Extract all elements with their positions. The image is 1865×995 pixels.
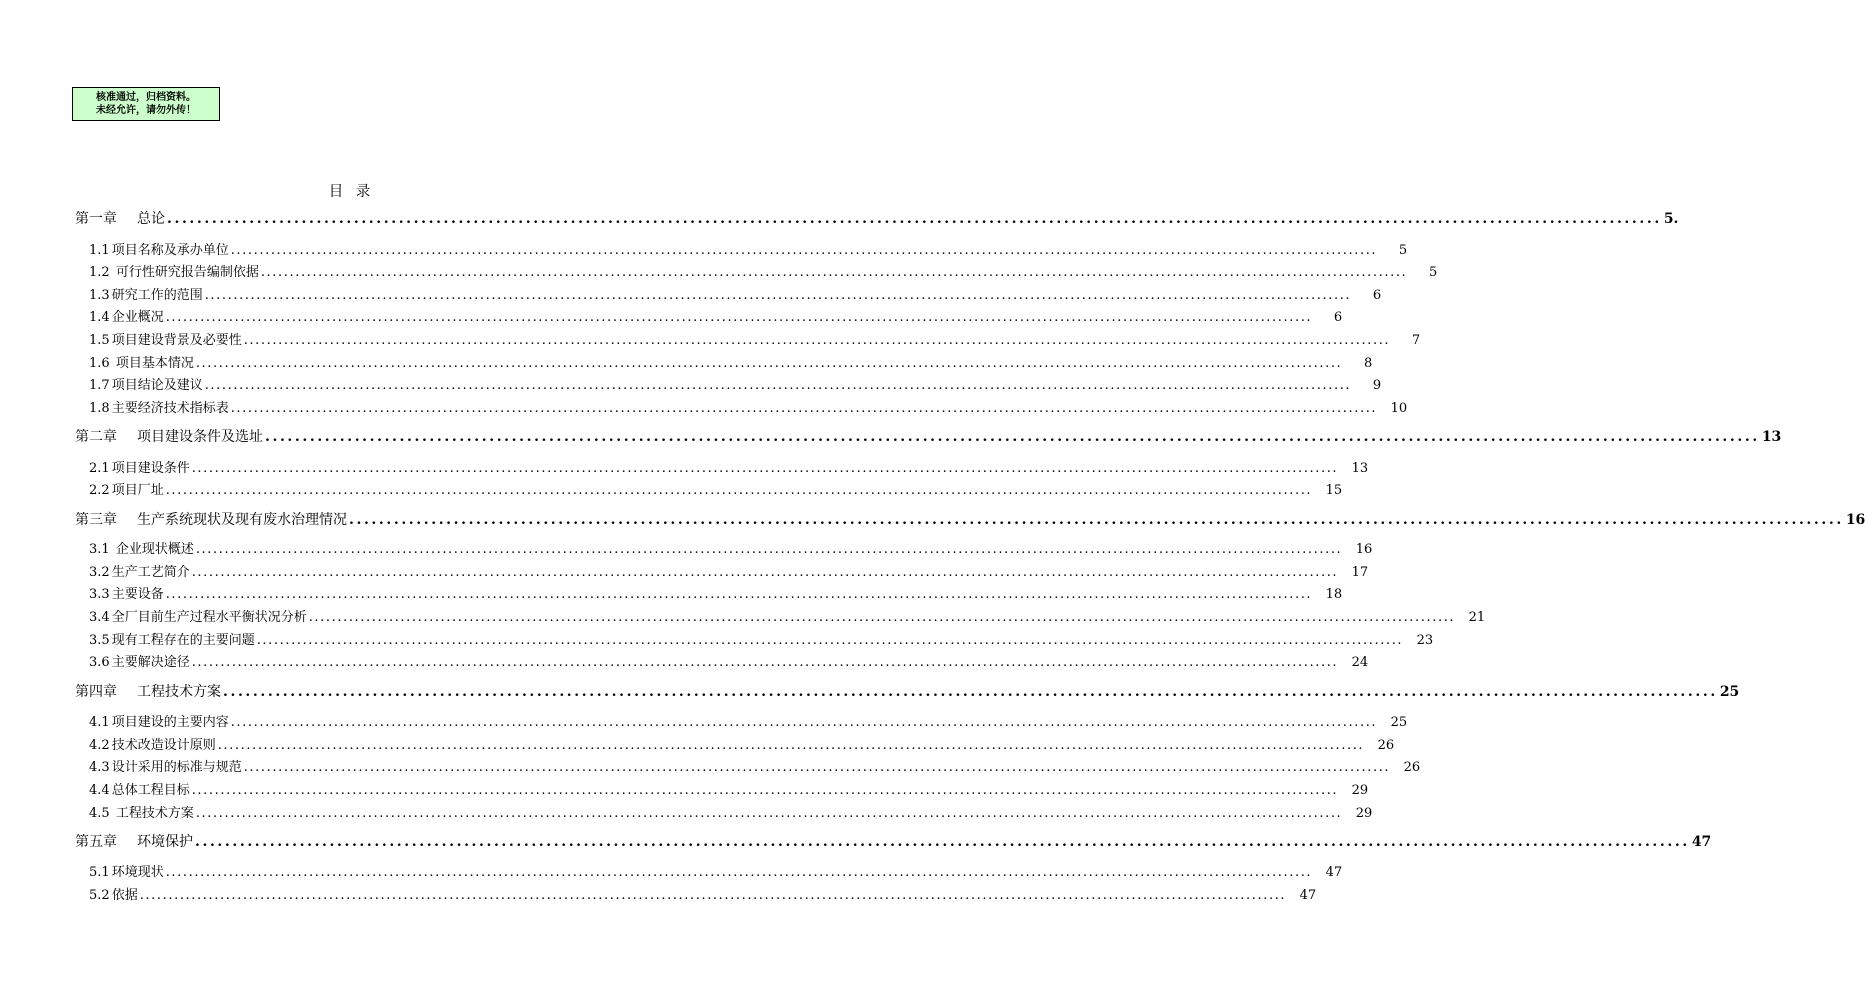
dot-leader: ........................................................................................................................................................................................................ — [139, 888, 1287, 903]
stamp-line-2: 未经允许，请勿外传！ — [96, 105, 196, 116]
section-number: 3.4 — [89, 610, 110, 625]
dot-leader: ........................................................................................................................................................................................................ — [204, 378, 1352, 393]
section-page-number: 9 — [1372, 378, 1382, 393]
section-number: 1.3 — [89, 288, 110, 303]
toc-section-entry[interactable] — [89, 652, 1369, 674]
section-title: 企业现状概述 — [111, 542, 194, 557]
dot-leader: ........................................................................................................................................................................................................ — [265, 429, 1760, 445]
dot-leader: ........................................................................................................................................................................................................ — [195, 356, 1343, 371]
section-title: 设计采用的标准与规范 — [111, 760, 242, 775]
chapter-number: 第三章 — [75, 512, 117, 528]
dot-leader: ........................................................................................................................................................................................................ — [191, 655, 1339, 670]
dot-leader: ........................................................................................................................................................................................................ — [230, 401, 1378, 416]
section-page-number: 13 — [1351, 461, 1369, 476]
toc-section-entry[interactable] — [89, 735, 1395, 757]
section-page-number: 24 — [1351, 655, 1369, 670]
dot-leader: ........................................................................................................................................................................................................ — [260, 265, 1408, 280]
stamp-line-1: 核准通过，归档资料。 — [96, 92, 196, 103]
dot-leader: ........................................................................................................................................................................................................ — [204, 288, 1352, 303]
section-label — [89, 375, 203, 397]
section-page-number: 29 — [1351, 783, 1369, 798]
section-label — [89, 630, 255, 652]
section-title: 现有工程存在的主要问题 — [111, 633, 255, 648]
chapter-page-number: 5. — [1663, 211, 1679, 227]
section-page-number: 25 — [1390, 715, 1408, 730]
toc-section-entry[interactable] — [89, 630, 1434, 652]
chapter-page-number: 47 — [1691, 834, 1712, 850]
toc-section-entry[interactable] — [89, 240, 1408, 262]
toc-section-entry[interactable] — [89, 375, 1382, 397]
toc-chapter-entry[interactable] — [75, 509, 1865, 531]
section-title: 项目建设的主要内容 — [111, 715, 229, 730]
toc-section-entry[interactable] — [89, 803, 1373, 825]
section-title: 项目基本情况 — [111, 356, 194, 371]
toc-section-entry[interactable] — [89, 307, 1343, 329]
section-title: 项目结论及建议 — [111, 378, 203, 393]
toc-section-entry[interactable] — [89, 584, 1343, 606]
section-title: 环境现状 — [111, 865, 164, 880]
section-title: 项目名称及承办单位 — [111, 243, 229, 258]
section-title: 总体工程目标 — [111, 783, 190, 798]
section-title: 生产工艺简介 — [111, 565, 190, 580]
chapter-title: 项目建设条件及选址 — [137, 429, 263, 445]
section-title: 项目建设条件 — [111, 461, 190, 476]
toc-section-entry[interactable] — [89, 353, 1373, 375]
section-label — [89, 607, 307, 629]
toc-section-entry[interactable] — [89, 398, 1408, 420]
section-title: 主要经济技术指标表 — [111, 401, 229, 416]
chapter-number: 第二章 — [75, 429, 117, 445]
section-label — [89, 862, 164, 884]
section-label — [89, 353, 194, 375]
section-page-number: 6 — [1372, 288, 1382, 303]
section-page-number: 29 — [1355, 806, 1373, 821]
section-number: 2.1 — [89, 461, 110, 476]
chapter-page-number: 25 — [1719, 684, 1740, 700]
chapter-label — [75, 509, 347, 531]
section-label — [89, 803, 194, 825]
dot-leader: ........................................................................................................................................................................................................ — [191, 565, 1339, 580]
section-title: 项目建设背景及必要性 — [111, 333, 242, 348]
section-label — [89, 584, 164, 606]
section-page-number: 5 — [1429, 265, 1438, 280]
section-page-number: 23 — [1416, 633, 1434, 648]
toc-section-entry[interactable] — [89, 458, 1369, 480]
section-page-number: 21 — [1468, 610, 1486, 625]
chapter-title: 总论 — [137, 211, 165, 227]
section-page-number: 16 — [1355, 542, 1373, 557]
section-label — [89, 712, 229, 734]
dot-leader: ........................................................................................................................................................................................................ — [243, 333, 1391, 348]
section-number: 3.3 — [89, 587, 110, 602]
section-number: 1.1 — [89, 243, 110, 258]
section-label — [89, 458, 190, 480]
section-label — [89, 330, 242, 352]
section-number: 4.5 — [89, 806, 110, 821]
chapter-title: 工程技术方案 — [137, 684, 221, 700]
section-number: 3.5 — [89, 633, 110, 648]
section-label — [89, 562, 190, 584]
toc-section-entry[interactable] — [89, 480, 1343, 502]
section-number: 4.3 — [89, 760, 110, 775]
section-number: 4.1 — [89, 715, 110, 730]
section-label — [89, 539, 194, 561]
chapter-label — [75, 426, 263, 448]
toc-section-entry[interactable] — [89, 330, 1421, 352]
section-page-number: 47 — [1325, 865, 1343, 880]
section-title: 主要解决途径 — [111, 655, 190, 670]
section-title: 企业概况 — [111, 310, 164, 325]
toc-section-entry[interactable] — [89, 539, 1373, 561]
section-number: 1.4 — [89, 310, 110, 325]
section-title: 技术改造设计原则 — [111, 738, 216, 753]
section-title: 主要设备 — [111, 587, 164, 602]
toc-section-entry[interactable] — [89, 562, 1369, 584]
section-label — [89, 885, 138, 907]
toc-chapter-entry[interactable] — [75, 426, 1782, 448]
chapter-page-number: 16 — [1845, 512, 1865, 528]
section-title: 项目厂址 — [111, 483, 164, 498]
dot-leader: ........................................................................................................................................................................................................ — [195, 806, 1343, 821]
toc-section-entry[interactable] — [89, 780, 1369, 802]
section-label — [89, 240, 229, 262]
section-page-number: 18 — [1325, 587, 1343, 602]
section-label — [89, 307, 164, 329]
dot-leader: ........................................................................................................................................................................................................ — [191, 461, 1339, 476]
section-number: 5.2 — [89, 888, 110, 903]
section-label — [89, 285, 203, 307]
section-label — [89, 780, 190, 802]
section-page-number: 5 — [1398, 243, 1408, 258]
chapter-label — [75, 831, 193, 853]
toc-title: 目 录 — [328, 184, 375, 200]
section-number: 1.8 — [89, 401, 110, 416]
section-number: 3.1 — [89, 542, 110, 557]
section-number: 3.2 — [89, 565, 110, 580]
toc-chapter-entry[interactable] — [75, 681, 1740, 703]
section-number: 4.4 — [89, 783, 110, 798]
section-label — [89, 480, 164, 502]
toc-chapter-entry[interactable] — [75, 831, 1712, 853]
toc-section-entry[interactable] — [89, 862, 1343, 884]
toc-section-entry[interactable] — [89, 262, 1438, 284]
section-page-number: 10 — [1390, 401, 1408, 416]
section-label — [89, 757, 242, 779]
dot-leader: ........................................................................................................................................................................................................ — [349, 512, 1844, 528]
chapter-label — [75, 681, 221, 703]
section-title: 研究工作的范围 — [111, 288, 203, 303]
chapter-number: 第四章 — [75, 684, 117, 700]
toc-section-entry[interactable] — [89, 285, 1382, 307]
section-page-number: 26 — [1377, 738, 1395, 753]
section-page-number: 6 — [1333, 310, 1343, 325]
dot-leader: ........................................................................................................................................................................................................ — [256, 633, 1404, 648]
toc-section-entry[interactable] — [89, 607, 1486, 629]
section-page-number: 47 — [1299, 888, 1317, 903]
dot-leader: ........................................................................................................................................................................................................ — [243, 760, 1391, 775]
dot-leader: ........................................................................................................................................................................................................ — [165, 483, 1313, 498]
chapter-number: 第五章 — [75, 834, 117, 850]
section-title: 工程技术方案 — [111, 806, 194, 821]
section-label — [89, 652, 190, 674]
section-page-number: 7 — [1411, 333, 1421, 348]
dot-leader: ........................................................................................................................................................................................................ — [230, 715, 1378, 730]
chapter-label — [75, 208, 165, 230]
section-page-number: 17 — [1351, 565, 1369, 580]
section-page-number: 8 — [1364, 356, 1373, 371]
dot-leader: ........................................................................................................................................................................................................ — [191, 783, 1339, 798]
section-title: 依据 — [111, 888, 138, 903]
section-number: 2.2 — [89, 483, 110, 498]
dot-leader: ........................................................................................................................................................................................................ — [165, 587, 1313, 602]
dot-leader: ........................................................................................................................................................................................................ — [167, 211, 1662, 227]
dot-leader: ........................................................................................................................................................................................................ — [165, 865, 1313, 880]
chapter-page-number: 13 — [1761, 429, 1782, 445]
dot-leader: ........................................................................................................................................................................................................ — [165, 310, 1313, 325]
section-number: 3.6 — [89, 655, 110, 670]
section-title: 全厂目前生产过程水平衡状况分析 — [111, 610, 307, 625]
section-title: 可行性研究报告编制依据 — [111, 265, 259, 280]
confidential-stamp — [72, 87, 220, 121]
section-page-number: 15 — [1325, 483, 1343, 498]
section-number: 5.1 — [89, 865, 110, 880]
toc-section-entry[interactable] — [89, 757, 1421, 779]
section-number: 1.7 — [89, 378, 110, 393]
toc-section-entry[interactable] — [89, 885, 1317, 907]
section-page-number: 26 — [1403, 760, 1421, 775]
section-number: 1.5 — [89, 333, 110, 348]
section-label — [89, 735, 216, 757]
chapter-number: 第一章 — [75, 211, 117, 227]
dot-leader: ........................................................................................................................................................................................................ — [217, 738, 1365, 753]
chapter-title: 环境保护 — [137, 834, 193, 850]
dot-leader: ........................................................................................................................................................................................................ — [230, 243, 1378, 258]
dot-leader: ........................................................................................................................................................................................................ — [195, 834, 1690, 850]
section-number: 1.6 — [89, 356, 110, 371]
section-number: 1.2 — [89, 265, 110, 280]
dot-leader: ........................................................................................................................................................................................................ — [308, 610, 1456, 625]
dot-leader: ........................................................................................................................................................................................................ — [223, 684, 1718, 700]
section-number: 4.2 — [89, 738, 110, 753]
toc-chapter-entry[interactable] — [75, 208, 1679, 230]
dot-leader: ........................................................................................................................................................................................................ — [195, 542, 1343, 557]
toc-section-entry[interactable] — [89, 712, 1408, 734]
chapter-title: 生产系统现状及现有废水治理情况 — [137, 512, 347, 528]
section-label — [89, 262, 259, 284]
section-label — [89, 398, 229, 420]
